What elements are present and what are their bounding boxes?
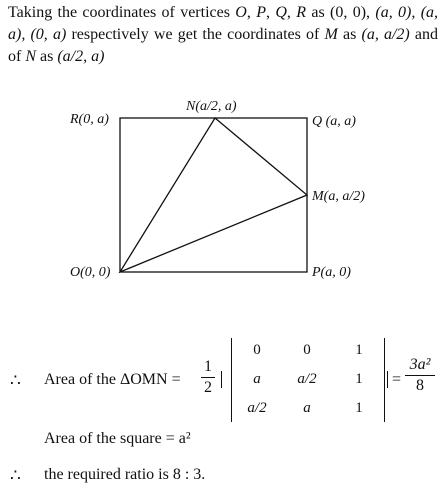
vertex-p: P [256, 4, 266, 21]
label-q: Q (a, a) [312, 114, 356, 129]
area-label: Area of the ΔOMN = [44, 371, 181, 388]
intro-text-4: as [343, 26, 357, 43]
coord-o: (0, 0), [330, 4, 371, 21]
det-cell-2-1: a [253, 371, 261, 387]
det-cell-3-3: 1 [355, 400, 363, 416]
intro-text-1: Taking the coordinates of vertices [8, 4, 230, 21]
det-cell-3-2: a [303, 400, 311, 416]
m-label: M [324, 26, 338, 43]
half-fraction-bar [201, 377, 215, 378]
result-fraction [405, 356, 435, 395]
det-cell-1-1: 0 [253, 342, 261, 358]
det-cell-1-3: 1 [355, 342, 363, 358]
m-coord: (a, a/2) [361, 26, 410, 43]
label-p: P(a, 0) [312, 265, 351, 280]
label-m: M(a, a/2) [312, 189, 365, 204]
abs-bar-right [387, 371, 388, 388]
intro-text-6: as [40, 48, 54, 65]
label-o: O(0, 0) [70, 265, 111, 280]
therefore-symbol: ∴ [10, 371, 21, 390]
square-area-line: Area of the square = a² [44, 430, 191, 447]
intro-text-5: and of [8, 26, 439, 65]
intro-text-2: as [311, 4, 325, 21]
result-denominator: 8 [416, 377, 424, 394]
vertex-r: R [296, 4, 307, 21]
label-r: R(0, a) [70, 112, 109, 127]
square-figure [0, 90, 443, 290]
half-fraction [201, 358, 215, 397]
therefore-symbol-2: ∴ [10, 466, 21, 485]
n-label: N [25, 48, 36, 65]
result-numerator: 3a² [409, 356, 431, 373]
det-cell-3-1: a/2 [247, 400, 267, 416]
coords-pqr: (a, 0), (a, a), (0, a) [8, 4, 439, 43]
n-coord: (a/2, a) [57, 48, 105, 65]
label-n: N(a/2, a) [186, 99, 237, 114]
det-cell-2-3: 1 [355, 371, 363, 387]
equals-sign: = [392, 371, 402, 388]
triangle-omn [120, 118, 307, 272]
det-cell-1-2: 0 [303, 342, 311, 358]
square-opqr [120, 118, 307, 272]
ratio-line: the required ratio is 8 : 3. [44, 466, 206, 483]
vertex-o: O [235, 4, 247, 21]
intro-text-3: respectively we get the coordinates of [71, 26, 320, 43]
det-cell-2-2: a/2 [297, 371, 317, 387]
intro-paragraph: Taking the coordinates of vertices O, P, Q, R as (0, 0), (a, 0), (a, a), (0, a) respectively we get the coordinates of M as (a, a/2) and of N as (a/2, a) [8, 4, 439, 65]
result-fraction-bar [405, 375, 435, 376]
abs-bar-left [221, 371, 222, 388]
half-numerator: 1 [204, 358, 212, 375]
vertex-q: Q [275, 4, 287, 21]
half-denominator: 2 [204, 379, 212, 396]
